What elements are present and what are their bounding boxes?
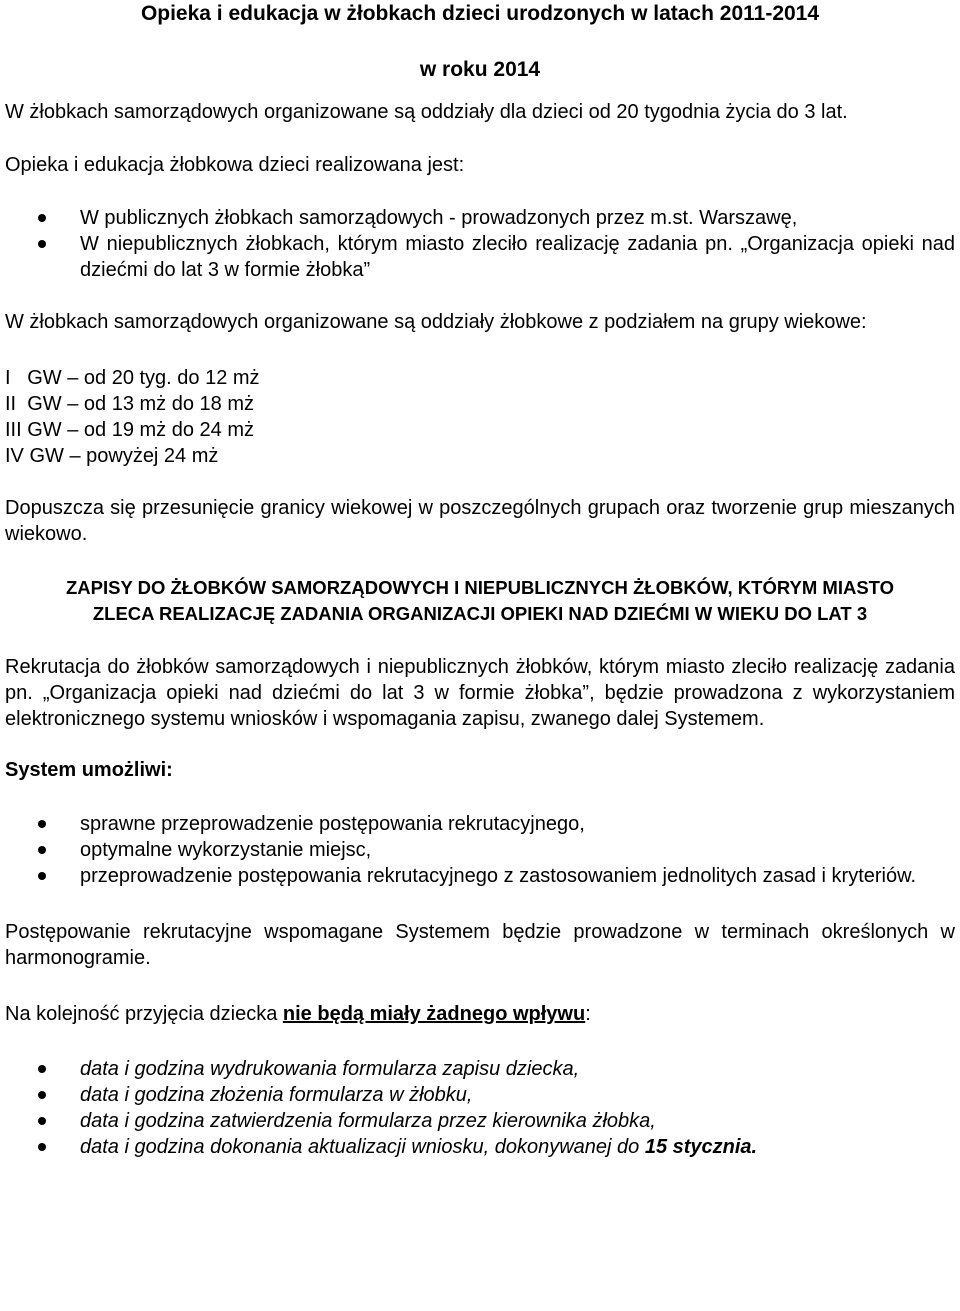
bullet-icon [38,846,46,854]
list-item [5,1134,955,1160]
list-item-text: data i godzina zatwierdzenia formularza przez kierownika żłobka, [80,1110,656,1132]
age-group-row: III GW – od 19 mż do 24 mż [5,419,254,441]
document-subtitle: w roku 2014 [419,58,541,81]
list-item-text: data i godzina dokonania aktualizacji wniosku, dokonywanej do [80,1136,645,1158]
realized-intro: Opieka i edukacja żłobkowa dzieci realizowana jest: [5,154,465,176]
bullet-icon [38,214,46,222]
list-item [5,1108,955,1134]
age-group-row: II GW – od 13 mż do 18 mż [5,393,254,415]
list-item-text: optymalne wykorzystanie miejsc, [80,839,372,861]
bullet-icon [38,820,46,828]
deadline-date: 15 stycznia. [644,1136,758,1158]
list-item-text: W niepublicznych żłobkach, którym miasto zleciło realizację zadania pn. „Organizacja opieki nad dziećmi do lat 3 w formie żłobka” [80,233,955,281]
bullet-icon [38,1065,46,1073]
bullet-icon [38,872,46,880]
list-item [5,1082,955,1108]
intro-paragraph: W żłobkach samorządowych organizowane są oddziały dla dzieci od 20 tygodnia życia do 3 lat. [5,101,848,123]
list-item [5,205,955,231]
list-item [5,231,955,283]
list-item [5,837,955,863]
list-item-text: przeprowadzenie postępowania rekrutacyjnego z zastosowaniem jednolitych zasad i kryteriów. [80,865,916,887]
document-title: Opieka i edukacja w żłobkach dzieci urodzonych w latach 2011-2014 [140,2,820,25]
age-groups [5,365,955,469]
list-item-text: data i godzina złożenia formularza w żłobku, [80,1084,473,1106]
list-item-text: data i godzina wydrukowania formularza zapisu dziecka, [80,1058,580,1080]
system-list [5,811,955,889]
list-item [5,863,955,889]
age-group-row: IV GW – powyżej 24 mż [5,445,219,467]
bullet-icon [38,1091,46,1099]
system-heading: System umożliwi: [5,759,173,781]
recruitment-paragraph: Rekrutacja do żłobków samorządowych i niepublicznych żłobków, którym miasto zleciło realizację zadania pn. „Organizacja opieki nad dziećmi do lat 3 w formie żłobka”, będzie prowadzona z wykorzystaniem elektronicznego systemu wniosków i wspomagania zapisu, zwanego dalej Systemem. [5,656,955,730]
enrollment-heading [5,575,955,627]
bullet-icon [38,240,46,248]
groups-note: Dopuszcza się przesunięcie granicy wiekowej w poszczególnych grupach oraz tworzenie grup mieszanych wiekowo. [5,497,955,545]
enrollment-heading-line: ZLECA REALIZACJĘ ZADANIA ORGANIZACJI OPIEKI NAD DZIEĆMI W WIEKU DO LAT 3 [92,603,868,624]
list-item-text: W publicznych żłobkach samorządowych - prowadzonych przez m.st. Warszawę, [80,207,798,229]
list-item-text: sprawne przeprowadzenie postępowania rekrutacyjnego, [80,813,585,835]
enrollment-heading-line: ZAPISY DO ŻŁOBKÓW SAMORZĄDOWYCH I NIEPUBLICZNYCH ŻŁOBKÓW, KTÓRYM MIASTO [65,577,895,598]
order-emphasis: nie będą miały żadnego wpływu [282,1003,586,1025]
bullet-icon [38,1117,46,1125]
list-item [5,811,955,837]
list-item [5,1056,955,1082]
order-paragraph [5,1001,955,1027]
schedule-paragraph: Postępowanie rekrutacyjne wspomagane Systemem będzie prowadzone w terminach określonych w harmonogramie. [5,921,955,969]
groups-intro: W żłobkach samorządowych organizowane są oddziały żłobkowe z podziałem na grupy wiekowe: [5,311,867,333]
age-group-row: I GW – od 20 tyg. do 12 mż [5,367,260,389]
order-suffix: : [585,1003,591,1025]
order-list [5,1056,955,1160]
realized-list [5,205,955,283]
order-text: Na kolejność przyjęcia dziecka [5,1003,283,1025]
bullet-icon [38,1143,46,1151]
